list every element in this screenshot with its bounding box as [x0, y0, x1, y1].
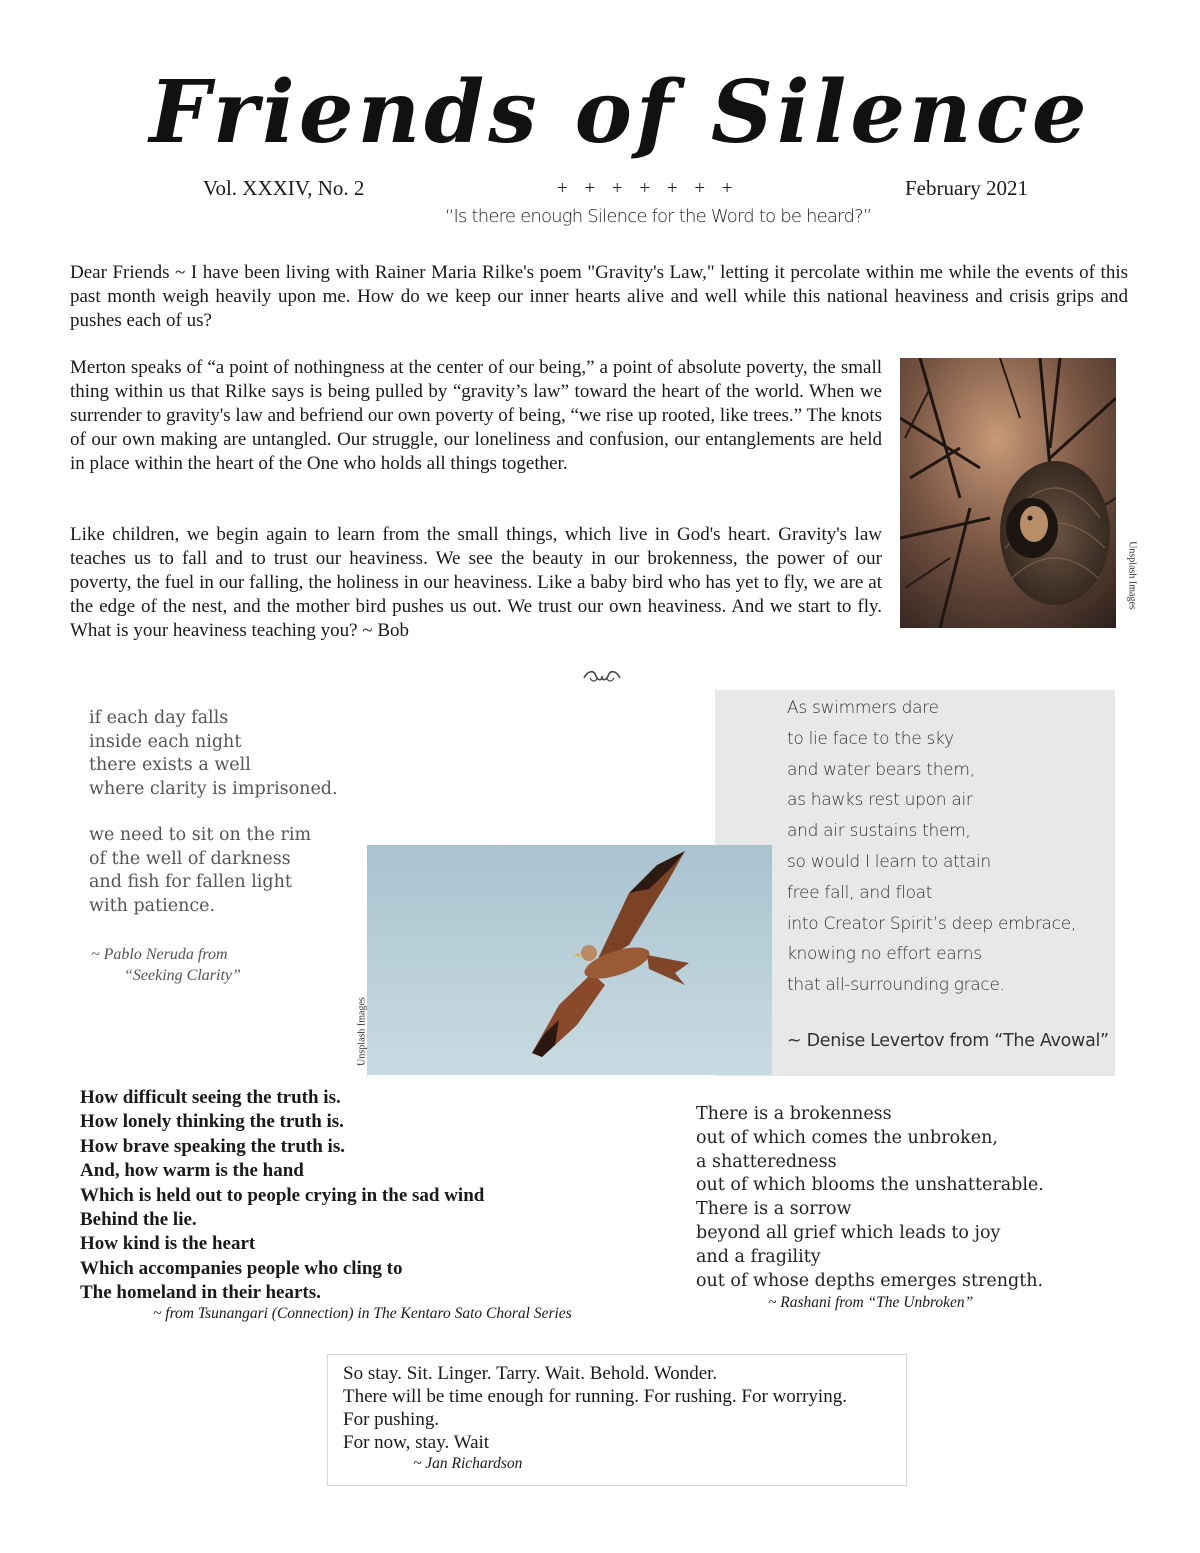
poem-line: so would I learn to attain — [787, 851, 991, 872]
poem-line: and a fragility — [696, 1246, 821, 1267]
poem-line: that all-surrounding grace. — [787, 975, 1005, 996]
poem-line: where clarity is imprisoned. — [89, 778, 338, 799]
bird-nest-photo — [900, 358, 1116, 628]
quote-line: So stay. Sit. Linger. Tarry. Wait. Behold. Wonder. — [343, 1363, 718, 1384]
poem-line: a shatteredness — [696, 1151, 837, 1172]
poem-line: How brave speaking the truth is. — [80, 1135, 345, 1157]
levertov-attribution: ~ Denise Levertov from “The Avowal” — [787, 1031, 1109, 1051]
poem-line: How difficult seeing the truth is. — [80, 1087, 341, 1108]
poem-line: out of which comes the unbroken, — [696, 1127, 998, 1148]
poem-line: There is a sorrow — [696, 1199, 852, 1220]
poem-line: there exists a well — [89, 755, 251, 775]
attribution-line: ~ Pablo Neruda from — [91, 946, 228, 963]
poem-line: And, how warm is the hand — [80, 1160, 304, 1182]
header-divider: + + + + + + + — [557, 178, 739, 199]
truth-poem — [80, 1086, 484, 1306]
letter-paragraph: Like children, we begin again to learn from the small things, which live in God's heart. Gravity's law teaches us to fall and to trust our heaviness. We see the beauty in our brokenness, the power of our poverty, the fuel in our falling, the holiness in our heaviness. Like a baby bird who has yet to fly, we are at the edge of the nest, and the mother bird pushes us out. We trust our own heaviness. And we start to fly. What is your heaviness teaching you? ~ Bob — [70, 524, 882, 641]
richardson-attribution: ~ Jan Richardson — [413, 1455, 523, 1472]
attribution-line: “Seeking Clarity” — [124, 967, 241, 984]
poem-line: knowing no effort earns — [787, 944, 982, 965]
truth-poem-attribution: ~ from Tsunangari (Connection) in The Kentaro Sato Choral Series — [153, 1305, 572, 1322]
poem-line: and air sustains them, — [787, 821, 971, 842]
rashani-poem — [696, 1103, 1044, 1293]
poem-line: as hawks rest upon air — [787, 790, 973, 811]
quote-line: For pushing. — [343, 1409, 440, 1430]
quote-line: For now, stay. Wait — [343, 1432, 490, 1453]
newsletter-motto: “Is there enough Silence for the Word to be heard?” — [445, 206, 872, 227]
levertov-poem — [787, 693, 1076, 1001]
poem-line: we need to sit on the rim — [89, 825, 312, 845]
poem-line: and fish for fallen light — [89, 872, 292, 892]
poem-line: free fall, and float — [787, 882, 933, 903]
photo-credit: Unsplash Images — [356, 997, 368, 1066]
poem-line: There is a brokenness — [696, 1104, 892, 1124]
letter-paragraph: Merton speaks of “a point of nothingness at the center of our being,” a point of absolute poverty, the small thing within us that Rilke says is being pulled by “gravity’s law” toward the heart of the world. When we surrender to gravity's law and befriend our own poverty of being, “we rise up rooted, like trees.” The knots of our own making are untangled. Our struggle, our loneliness and confusion, our entanglements are held in place within the heart of the One who holds all things together. — [70, 357, 882, 474]
richardson-quote — [343, 1362, 847, 1454]
neruda-attribution — [91, 944, 241, 986]
poem-line: How lonely thinking the truth is. — [80, 1111, 344, 1133]
hawk-photo — [367, 845, 772, 1075]
poem-line: inside each night — [89, 731, 242, 752]
letter-paragraph: Dear Friends ~ I have been living with Rainer Maria Rilke's poem "Gravity's Law," letting it percolate within me while the events of this past month weigh heavily upon me. How do we keep our inner hearts alive and well while this national heaviness and crisis grips and pushes each of us? — [70, 262, 1128, 331]
volume-number: Vol. XXXIV, No. 2 — [203, 176, 365, 200]
issue-date: February 2021 — [905, 176, 1029, 200]
poem-line: into Creator Spirit’s deep embrace, — [787, 913, 1076, 934]
rashani-attribution: ~ Rashani from “The Unbroken” — [768, 1294, 974, 1311]
poem-line: beyond all grief which leads to joy — [696, 1222, 1001, 1243]
poem-line: out of whose depths emerges strength. — [696, 1270, 1044, 1291]
poem-line: How kind is the heart — [80, 1233, 256, 1255]
photo-credit: Unsplash Images — [1126, 541, 1138, 610]
poem-line: Which accompanies people who cling to — [80, 1257, 403, 1279]
masthead-title: Friends of Silence — [149, 62, 1091, 163]
ornament-divider — [580, 666, 624, 691]
poem-line: out of which blooms the unshatterable. — [696, 1175, 1044, 1196]
poem-line: As swimmers dare — [787, 698, 939, 718]
poem-line: if each day falls — [89, 708, 229, 728]
poem-line: to lie face to the sky — [787, 728, 954, 749]
poem-line: of the well of darkness — [89, 848, 291, 869]
poem-line: and water bears them, — [787, 759, 975, 780]
quote-line: There will be time enough for running. For rushing. For worrying. — [343, 1386, 847, 1407]
poem-line: Which is held out to people crying in the sad wind — [80, 1184, 485, 1206]
poem-line: Behind the lie. — [80, 1209, 197, 1231]
poem-line: with patience. — [89, 895, 216, 916]
poem-line: The homeland in their hearts. — [80, 1282, 321, 1304]
neruda-poem — [89, 707, 338, 918]
